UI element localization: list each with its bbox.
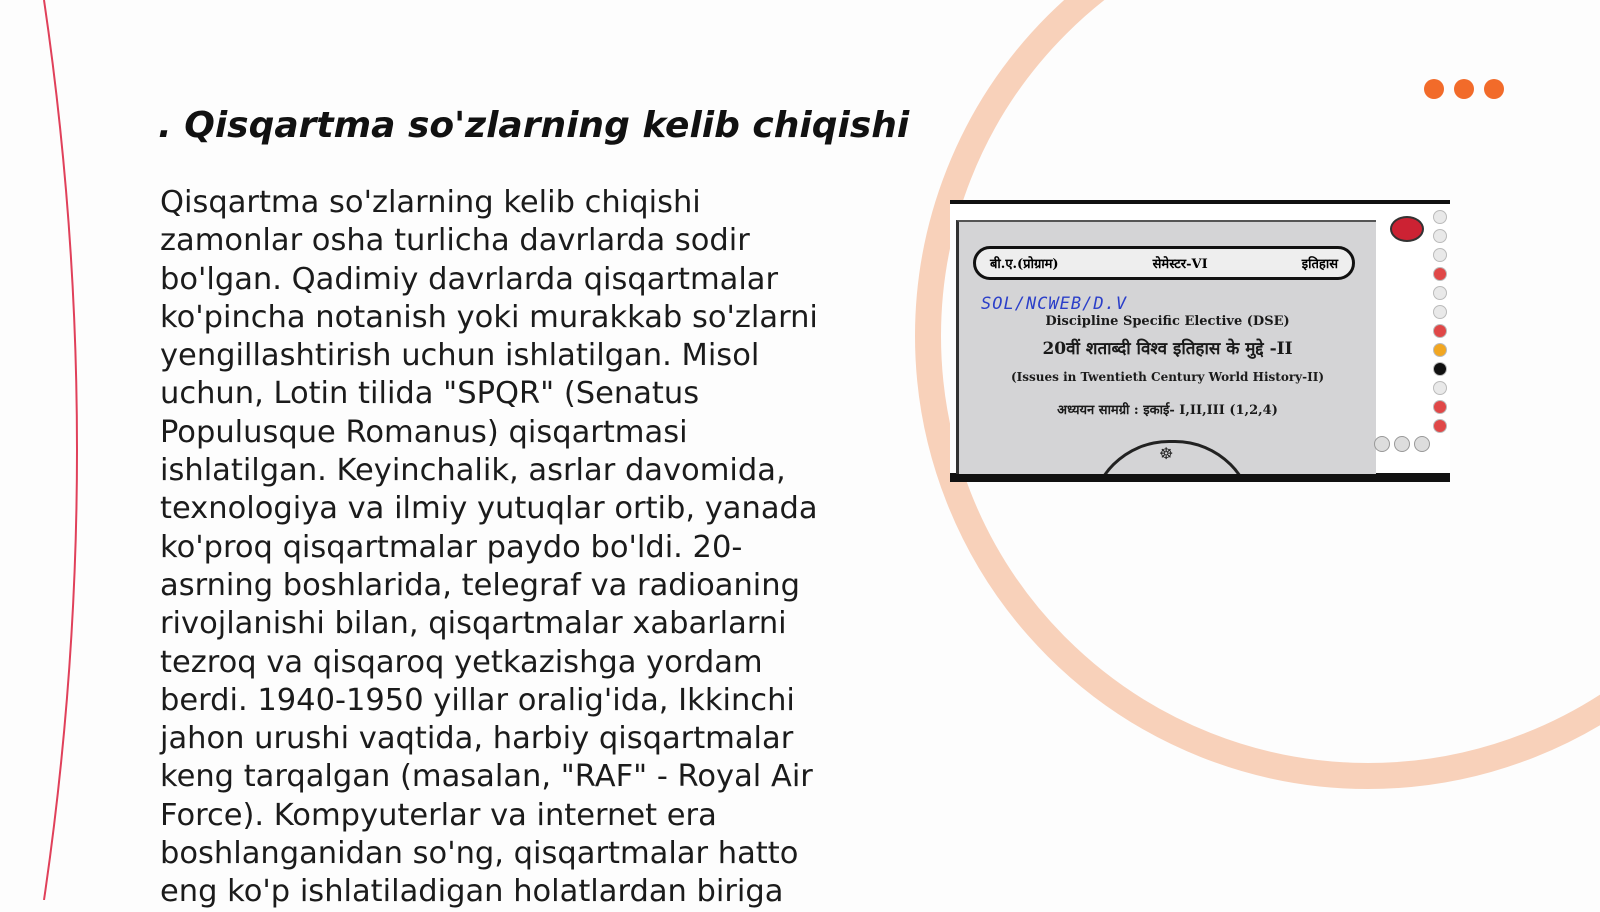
tool-icon[interactable] — [1433, 210, 1447, 224]
wheel-icon: ☸ — [1159, 444, 1174, 463]
tool-icon[interactable] — [1433, 248, 1447, 262]
pen-black-icon[interactable] — [1433, 362, 1447, 376]
pen-red-icon[interactable] — [1433, 400, 1447, 414]
annotation-toolbar — [1432, 210, 1448, 460]
eraser-icon[interactable] — [1433, 381, 1447, 395]
video-controls — [1374, 436, 1430, 452]
document-cover — [956, 220, 1376, 474]
handwritten-note: SOL/NCWEB/D.V — [981, 294, 1128, 314]
left-curve-line — [44, 0, 77, 900]
pen-red-icon[interactable] — [1433, 267, 1447, 281]
cover-line-2: 20वीं शताब्दी विश्व इतिहास के मुद्दे -II — [1042, 339, 1293, 359]
pen-red-icon[interactable] — [1433, 324, 1447, 338]
cover-line-1: Discipline Specific Elective (DSE) — [1045, 314, 1290, 329]
tool-icon[interactable] — [1433, 229, 1447, 243]
pen-red-icon[interactable] — [1433, 419, 1447, 433]
cover-header-right: इतिहास — [1301, 257, 1338, 272]
control-icon[interactable] — [1374, 436, 1390, 452]
dot-icon — [1484, 79, 1504, 99]
slide-body-text: Qisqartma so'zlarning kelib chiqishi zamonlar osha turlicha davrlarda sodir bo'lgan. Qadimiy davrlarda qisqartmalar ko'pincha notanish yoki murakkab so'zlarni yengillashtirish uchun ishlatilgan. Misol uchun, Lotin tilida "SPQR" (Senatus Populusque Romanus) qisqartmasi ishlatilgan. Keyinchalik, asrlar davomida, texnologiya va ilmiy yutuqlar ortib, yanada ko'proq qisqartmalar paydo bo'ldi. 20-asrning boshlarida, telegraf va radioaning rivojlanishi bilan, qisqartmalar xabarlarni tezroq va qisqaroq yetkazishga yordam berdi. 1940-1950 yillar oralig'ida, Ikkinchi jahon urushi vaqtida, harbiy qisqartmalar keng tarqalgan (masalan, "RAF" - Royal Air Force). Kompyuterlar va internet era boshlanganidan so'ng, qisqartmalar hatto eng ko'p ishlatiladigan holatlardan biriga — [160, 185, 818, 910]
embedded-video-screenshot[interactable] — [950, 200, 1450, 482]
more-dots-icon[interactable] — [1424, 79, 1504, 99]
control-icon[interactable] — [1394, 436, 1410, 452]
dot-icon — [1454, 79, 1474, 99]
tool-icon[interactable] — [1433, 286, 1447, 300]
cover-header — [973, 246, 1355, 280]
cover-line-4: अध्ययन सामग्री : इकाई- I,II,III (1,2,4) — [1057, 403, 1278, 418]
control-icon[interactable] — [1414, 436, 1430, 452]
cover-header-mid: सेमेस्टर-VI — [1152, 257, 1208, 272]
channel-logo-icon — [1390, 216, 1424, 242]
dot-icon — [1424, 79, 1444, 99]
tool-icon[interactable] — [1433, 305, 1447, 319]
highlighter-icon[interactable] — [1433, 343, 1447, 357]
slide-title: . Qisqartma so'zlarning kelib chiqishi — [158, 105, 910, 146]
cover-line-3: (Issues in Twentieth Century World History-II) — [1010, 370, 1325, 384]
cover-header-left: बी.ए.(प्रोग्राम) — [990, 257, 1059, 272]
